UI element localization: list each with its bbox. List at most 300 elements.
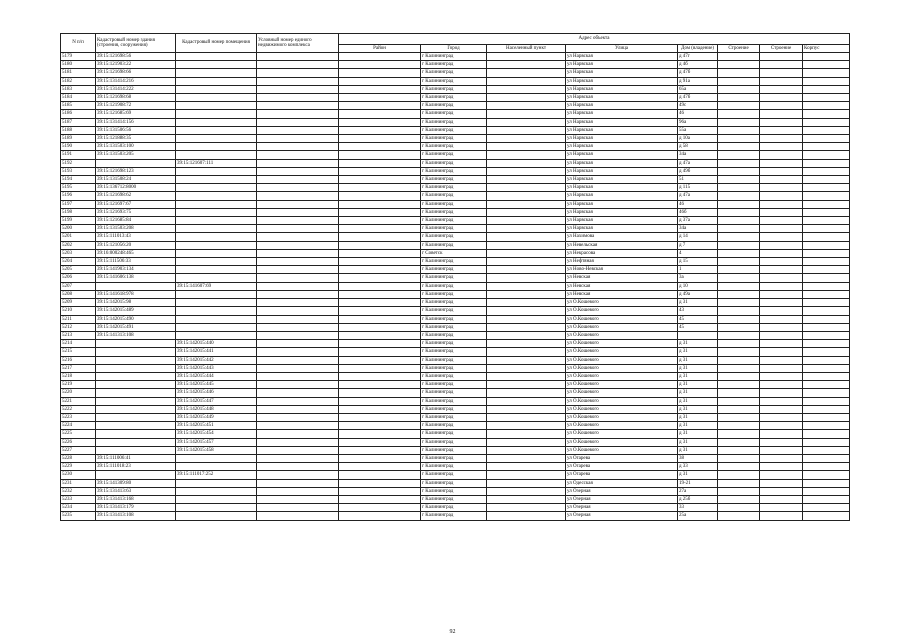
cell-num: 5196 bbox=[61, 192, 96, 200]
cell-structure bbox=[760, 184, 803, 192]
cell-cond-num bbox=[257, 454, 339, 462]
cell-city: г Калининград bbox=[421, 159, 487, 167]
cell-structure bbox=[760, 372, 803, 380]
cell-cad-room bbox=[176, 143, 257, 151]
cell-settlement bbox=[487, 422, 566, 430]
cell-cond-num bbox=[257, 405, 339, 413]
table-row bbox=[61, 167, 850, 175]
cell-house: д 31 bbox=[678, 340, 718, 348]
header-korpus: Корпус bbox=[803, 45, 850, 53]
cell-korpus bbox=[803, 69, 850, 77]
cell-street: ул Озерная bbox=[566, 504, 678, 512]
cell-cad-building: 39:15:121698:66 bbox=[96, 69, 176, 77]
cell-district bbox=[339, 307, 421, 315]
cell-num: 5186 bbox=[61, 110, 96, 118]
cell-cad-building: 39:15:121685:69 bbox=[96, 110, 176, 118]
cell-house: д 4б bbox=[678, 61, 718, 69]
cell-building bbox=[718, 504, 760, 512]
cell-house: д 15 bbox=[678, 258, 718, 266]
cell-cad-room bbox=[176, 217, 257, 225]
table-row bbox=[61, 405, 850, 413]
cell-street: ул Огарева bbox=[566, 471, 678, 479]
cell-city: г Калининград bbox=[421, 290, 487, 298]
cell-building bbox=[718, 118, 760, 126]
cell-city: г Калининград bbox=[421, 405, 487, 413]
cell-cad-building bbox=[96, 405, 176, 413]
cell-building bbox=[718, 266, 760, 274]
cell-house: 34а bbox=[678, 151, 718, 159]
cell-house: д 10а bbox=[678, 135, 718, 143]
cell-structure bbox=[760, 282, 803, 290]
cell-structure bbox=[760, 135, 803, 143]
cell-city: г Калининград bbox=[421, 102, 487, 110]
cell-num: 5235 bbox=[61, 512, 96, 520]
cell-korpus bbox=[803, 77, 850, 85]
cell-cad-room: 39:15:142015:443 bbox=[176, 364, 257, 372]
cell-street: ул Нарвская bbox=[566, 159, 678, 167]
cell-district bbox=[339, 274, 421, 282]
cell-district bbox=[339, 454, 421, 462]
cell-city: г Калининград bbox=[421, 487, 487, 495]
cell-cond-num bbox=[257, 159, 339, 167]
cell-building bbox=[718, 405, 760, 413]
cell-cad-building: 39:15:121056:20 bbox=[96, 241, 176, 249]
cell-num: 5205 bbox=[61, 266, 96, 274]
cell-cond-num bbox=[257, 290, 339, 298]
cell-street: ул О.Кошевого bbox=[566, 405, 678, 413]
cell-korpus bbox=[803, 413, 850, 421]
cell-street: ул Нарвская bbox=[566, 118, 678, 126]
cell-korpus bbox=[803, 184, 850, 192]
cell-num: 5207 bbox=[61, 282, 96, 290]
cell-district bbox=[339, 225, 421, 233]
cell-city: г Калининград bbox=[421, 85, 487, 93]
cell-structure bbox=[760, 143, 803, 151]
cell-house: 46б bbox=[678, 208, 718, 216]
cell-cond-num bbox=[257, 495, 339, 503]
cell-settlement bbox=[487, 512, 566, 520]
cell-house: д 31 bbox=[678, 356, 718, 364]
cell-house: д 91а bbox=[678, 77, 718, 85]
cell-cad-room bbox=[176, 504, 257, 512]
cell-cad-room bbox=[176, 258, 257, 266]
cell-city: г Калининград bbox=[421, 463, 487, 471]
cell-cond-num bbox=[257, 143, 339, 151]
cell-settlement bbox=[487, 340, 566, 348]
cell-cad-building: 39:15:131414:216 bbox=[96, 77, 176, 85]
table-row bbox=[61, 331, 850, 339]
table-row bbox=[61, 340, 850, 348]
cell-city: г Калининград bbox=[421, 282, 487, 290]
cell-num: 5216 bbox=[61, 356, 96, 364]
cell-cad-building: 39:15:142015:491 bbox=[96, 323, 176, 331]
cell-district bbox=[339, 372, 421, 380]
cell-building bbox=[718, 184, 760, 192]
cell-cond-num bbox=[257, 69, 339, 77]
cell-settlement bbox=[487, 290, 566, 298]
cell-city: г Калининград bbox=[421, 110, 487, 118]
cell-cad-building: 39:15:121698:62 bbox=[96, 192, 176, 200]
cell-street: ул Нарвская bbox=[566, 200, 678, 208]
cell-korpus bbox=[803, 299, 850, 307]
cell-structure bbox=[760, 118, 803, 126]
cell-house: 46 bbox=[678, 110, 718, 118]
cell-num: 5199 bbox=[61, 217, 96, 225]
cell-house: д 7 bbox=[678, 241, 718, 249]
cell-korpus bbox=[803, 454, 850, 462]
cell-settlement bbox=[487, 471, 566, 479]
cell-street: ул О.Кошевого bbox=[566, 438, 678, 446]
cell-korpus bbox=[803, 274, 850, 282]
cell-cad-room bbox=[176, 463, 257, 471]
cell-city: г Калининград bbox=[421, 266, 487, 274]
cell-korpus bbox=[803, 208, 850, 216]
cell-korpus bbox=[803, 167, 850, 175]
cell-city: г Калининград bbox=[421, 69, 487, 77]
cell-building bbox=[718, 159, 760, 167]
cell-num: 5219 bbox=[61, 381, 96, 389]
cell-city: г Калининград bbox=[421, 258, 487, 266]
cell-city: г Калининград bbox=[421, 413, 487, 421]
cell-house: 19-21 bbox=[678, 479, 718, 487]
cell-settlement bbox=[487, 258, 566, 266]
cell-structure bbox=[760, 331, 803, 339]
cell-settlement bbox=[487, 200, 566, 208]
cell-cond-num bbox=[257, 422, 339, 430]
cell-street: ул Невская bbox=[566, 290, 678, 298]
table-row bbox=[61, 159, 850, 167]
cell-korpus bbox=[803, 135, 850, 143]
cell-house: д 31 bbox=[678, 405, 718, 413]
cell-building bbox=[718, 85, 760, 93]
cell-korpus bbox=[803, 217, 850, 225]
cell-cad-building: 39:15:131508:24 bbox=[96, 176, 176, 184]
cell-district bbox=[339, 340, 421, 348]
cell-korpus bbox=[803, 61, 850, 69]
cell-cond-num bbox=[257, 102, 339, 110]
cell-house: 65а bbox=[678, 85, 718, 93]
cell-building bbox=[718, 495, 760, 503]
cell-street: ул О.Кошевого bbox=[566, 397, 678, 405]
table-row bbox=[61, 233, 850, 241]
cell-structure bbox=[760, 389, 803, 397]
cell-num: 5231 bbox=[61, 479, 96, 487]
cell-structure bbox=[760, 167, 803, 175]
cell-structure bbox=[760, 340, 803, 348]
cell-building bbox=[718, 208, 760, 216]
cell-city: г Калининград bbox=[421, 512, 487, 520]
cell-city: г Калининград bbox=[421, 364, 487, 372]
cell-cad-building: 39:15:141309:80 bbox=[96, 479, 176, 487]
table-row bbox=[61, 266, 850, 274]
table-row bbox=[61, 323, 850, 331]
cell-cond-num bbox=[257, 340, 339, 348]
cell-cad-room: 39:15:111017:252 bbox=[176, 471, 257, 479]
cell-structure bbox=[760, 323, 803, 331]
cell-cad-room: 39:15:142015:445 bbox=[176, 381, 257, 389]
cell-korpus bbox=[803, 176, 850, 184]
cell-district bbox=[339, 266, 421, 274]
cell-house: д 10 bbox=[678, 282, 718, 290]
cell-structure bbox=[760, 504, 803, 512]
cell-korpus bbox=[803, 249, 850, 257]
cell-cond-num bbox=[257, 331, 339, 339]
cell-structure bbox=[760, 495, 803, 503]
cell-cad-room bbox=[176, 331, 257, 339]
header-cond-num: Условный номер единого недвижимого комплекса bbox=[257, 34, 339, 53]
cell-settlement bbox=[487, 495, 566, 503]
cell-settlement bbox=[487, 61, 566, 69]
cell-city: г Калининград bbox=[421, 438, 487, 446]
cell-cad-building: 39:15:121698:68 bbox=[96, 94, 176, 102]
cell-korpus bbox=[803, 323, 850, 331]
cell-building bbox=[718, 315, 760, 323]
cell-district bbox=[339, 176, 421, 184]
cell-num: 5189 bbox=[61, 135, 96, 143]
cell-cad-building: 39:15:131413:179 bbox=[96, 504, 176, 512]
cell-cond-num bbox=[257, 446, 339, 454]
table-body bbox=[61, 53, 850, 521]
cell-settlement bbox=[487, 381, 566, 389]
table-row bbox=[61, 151, 850, 159]
cell-building bbox=[718, 372, 760, 380]
cell-house: 43 bbox=[678, 307, 718, 315]
cell-building bbox=[718, 126, 760, 134]
cell-district bbox=[339, 504, 421, 512]
cell-settlement bbox=[487, 413, 566, 421]
table-row bbox=[61, 85, 850, 93]
cell-house: 45 bbox=[678, 323, 718, 331]
cell-building bbox=[718, 61, 760, 69]
cell-cad-building: 39:15:111013:43 bbox=[96, 233, 176, 241]
cell-house: 4 bbox=[678, 249, 718, 257]
cell-korpus bbox=[803, 438, 850, 446]
cell-cond-num bbox=[257, 135, 339, 143]
cell-building bbox=[718, 438, 760, 446]
cell-cond-num bbox=[257, 94, 339, 102]
cell-cond-num bbox=[257, 315, 339, 323]
cell-structure bbox=[760, 53, 803, 61]
cell-building bbox=[718, 241, 760, 249]
table-row bbox=[61, 397, 850, 405]
cell-cond-num bbox=[257, 167, 339, 175]
cell-building bbox=[718, 233, 760, 241]
cell-street: ул Невельская bbox=[566, 241, 678, 249]
cell-building bbox=[718, 258, 760, 266]
cell-street: ул Нарвская bbox=[566, 217, 678, 225]
cell-building bbox=[718, 430, 760, 438]
cell-building bbox=[718, 102, 760, 110]
table-row bbox=[61, 356, 850, 364]
cell-city: г Калининград bbox=[421, 299, 487, 307]
cell-settlement bbox=[487, 405, 566, 413]
cell-district bbox=[339, 118, 421, 126]
cell-district bbox=[339, 77, 421, 85]
cell-structure bbox=[760, 126, 803, 134]
cell-korpus bbox=[803, 200, 850, 208]
cell-num: 5224 bbox=[61, 422, 96, 430]
cell-cad-building bbox=[96, 446, 176, 454]
cell-korpus bbox=[803, 151, 850, 159]
cell-settlement bbox=[487, 208, 566, 216]
table-row bbox=[61, 249, 850, 257]
cell-city: г Калининград bbox=[421, 135, 487, 143]
cell-cad-room: 39:15:142015:440 bbox=[176, 340, 257, 348]
cell-num: 5223 bbox=[61, 413, 96, 421]
cell-structure bbox=[760, 487, 803, 495]
cell-house: д 47а bbox=[678, 159, 718, 167]
header-cad-building: Кадастровый номер здания (строения, сооружения) bbox=[96, 34, 176, 53]
cell-district bbox=[339, 282, 421, 290]
cell-num: 5225 bbox=[61, 430, 96, 438]
cell-building bbox=[718, 422, 760, 430]
cell-city: г Калининград bbox=[421, 389, 487, 397]
cell-cad-building bbox=[96, 438, 176, 446]
cell-cond-num bbox=[257, 208, 339, 216]
cell-house: 1 bbox=[678, 266, 718, 274]
cell-cond-num bbox=[257, 430, 339, 438]
cell-street: ул Нарвская bbox=[566, 192, 678, 200]
cell-house: 46 bbox=[678, 200, 718, 208]
cell-street: ул Нарвская bbox=[566, 61, 678, 69]
cell-settlement bbox=[487, 151, 566, 159]
cell-cad-building: 39:15:141313:108 bbox=[96, 331, 176, 339]
cell-cad-room bbox=[176, 167, 257, 175]
cell-cond-num bbox=[257, 307, 339, 315]
cell-district bbox=[339, 299, 421, 307]
cell-building bbox=[718, 348, 760, 356]
cell-settlement bbox=[487, 364, 566, 372]
cell-structure bbox=[760, 430, 803, 438]
cell-city: г Калининград bbox=[421, 77, 487, 85]
cell-structure bbox=[760, 315, 803, 323]
cell-num: 5218 bbox=[61, 372, 96, 380]
cell-num: 5200 bbox=[61, 225, 96, 233]
table-row bbox=[61, 487, 850, 495]
page-number: 92 bbox=[449, 629, 456, 635]
cell-cad-building bbox=[96, 397, 176, 405]
cell-korpus bbox=[803, 495, 850, 503]
cell-cad-room: 39:15:121607:111 bbox=[176, 159, 257, 167]
cell-city: г Калининград bbox=[421, 331, 487, 339]
cell-cad-building bbox=[96, 381, 176, 389]
table-row bbox=[61, 454, 850, 462]
cell-cad-building: 39:15:141618:978 bbox=[96, 290, 176, 298]
cell-city: г Калининград bbox=[421, 233, 487, 241]
cell-building bbox=[718, 471, 760, 479]
cell-cad-room bbox=[176, 135, 257, 143]
table-row bbox=[61, 446, 850, 454]
table-row bbox=[61, 389, 850, 397]
table-header bbox=[61, 34, 850, 53]
cell-cad-room bbox=[176, 192, 257, 200]
cell-house: д 49а bbox=[678, 290, 718, 298]
cell-settlement bbox=[487, 241, 566, 249]
header-house: Дом (владение) bbox=[678, 45, 718, 53]
cell-settlement bbox=[487, 479, 566, 487]
cell-house: 34а bbox=[678, 225, 718, 233]
cell-korpus bbox=[803, 315, 850, 323]
cell-cond-num bbox=[257, 77, 339, 85]
cell-cond-num bbox=[257, 479, 339, 487]
cell-district bbox=[339, 463, 421, 471]
cell-city: г Калининград bbox=[421, 274, 487, 282]
cadastral-table bbox=[60, 33, 850, 521]
cell-cad-building bbox=[96, 159, 176, 167]
table-row bbox=[61, 512, 850, 520]
cell-cad-room bbox=[176, 110, 257, 118]
cell-cond-num bbox=[257, 299, 339, 307]
cell-building bbox=[718, 479, 760, 487]
cell-cond-num bbox=[257, 504, 339, 512]
cell-structure bbox=[760, 290, 803, 298]
cell-cond-num bbox=[257, 463, 339, 471]
cell-street: ул О.Кошевого bbox=[566, 348, 678, 356]
cell-structure bbox=[760, 471, 803, 479]
cell-district bbox=[339, 249, 421, 257]
cell-district bbox=[339, 184, 421, 192]
cell-settlement bbox=[487, 192, 566, 200]
cell-korpus bbox=[803, 463, 850, 471]
cell-cad-room: 39:15:142015:442 bbox=[176, 356, 257, 364]
cell-korpus bbox=[803, 430, 850, 438]
cell-city: г Калининград bbox=[421, 454, 487, 462]
cell-building bbox=[718, 446, 760, 454]
cell-structure bbox=[760, 102, 803, 110]
cell-structure bbox=[760, 274, 803, 282]
cell-settlement bbox=[487, 430, 566, 438]
cell-structure bbox=[760, 454, 803, 462]
cell-building bbox=[718, 77, 760, 85]
cell-num: 5204 bbox=[61, 258, 96, 266]
cell-cond-num bbox=[257, 413, 339, 421]
cell-korpus bbox=[803, 331, 850, 339]
cell-house: д 31 bbox=[678, 438, 718, 446]
cell-settlement bbox=[487, 184, 566, 192]
cell-city: г Калининград bbox=[421, 167, 487, 175]
cell-district bbox=[339, 151, 421, 159]
cell-house: 49с bbox=[678, 102, 718, 110]
cell-street: ул О.Кошевого bbox=[566, 364, 678, 372]
cell-korpus bbox=[803, 364, 850, 372]
cell-city: г Калининград bbox=[421, 348, 487, 356]
cell-district bbox=[339, 94, 421, 102]
cell-settlement bbox=[487, 102, 566, 110]
cell-num: 5190 bbox=[61, 143, 96, 151]
cell-num: 5193 bbox=[61, 167, 96, 175]
cell-city: г Калининград bbox=[421, 225, 487, 233]
cell-street: ул О.Кошевого bbox=[566, 372, 678, 380]
cell-city: г Калининград bbox=[421, 479, 487, 487]
cell-district bbox=[339, 110, 421, 118]
cell-cad-room bbox=[176, 454, 257, 462]
cell-cond-num bbox=[257, 85, 339, 93]
cell-cad-building: 39:15:131503:100 bbox=[96, 143, 176, 151]
cell-cad-room: 39:15:142015:454 bbox=[176, 430, 257, 438]
cell-district bbox=[339, 135, 421, 143]
header-settlement: Населенный пункт bbox=[487, 45, 566, 53]
cell-cad-building bbox=[96, 356, 176, 364]
cell-cad-room bbox=[176, 241, 257, 249]
cell-street: ул Нарвская bbox=[566, 208, 678, 216]
cell-cond-num bbox=[257, 200, 339, 208]
table-row bbox=[61, 381, 850, 389]
cell-district bbox=[339, 389, 421, 397]
cell-cad-building bbox=[96, 430, 176, 438]
cell-settlement bbox=[487, 167, 566, 175]
cell-district bbox=[339, 331, 421, 339]
cell-city: г Калининград bbox=[421, 208, 487, 216]
